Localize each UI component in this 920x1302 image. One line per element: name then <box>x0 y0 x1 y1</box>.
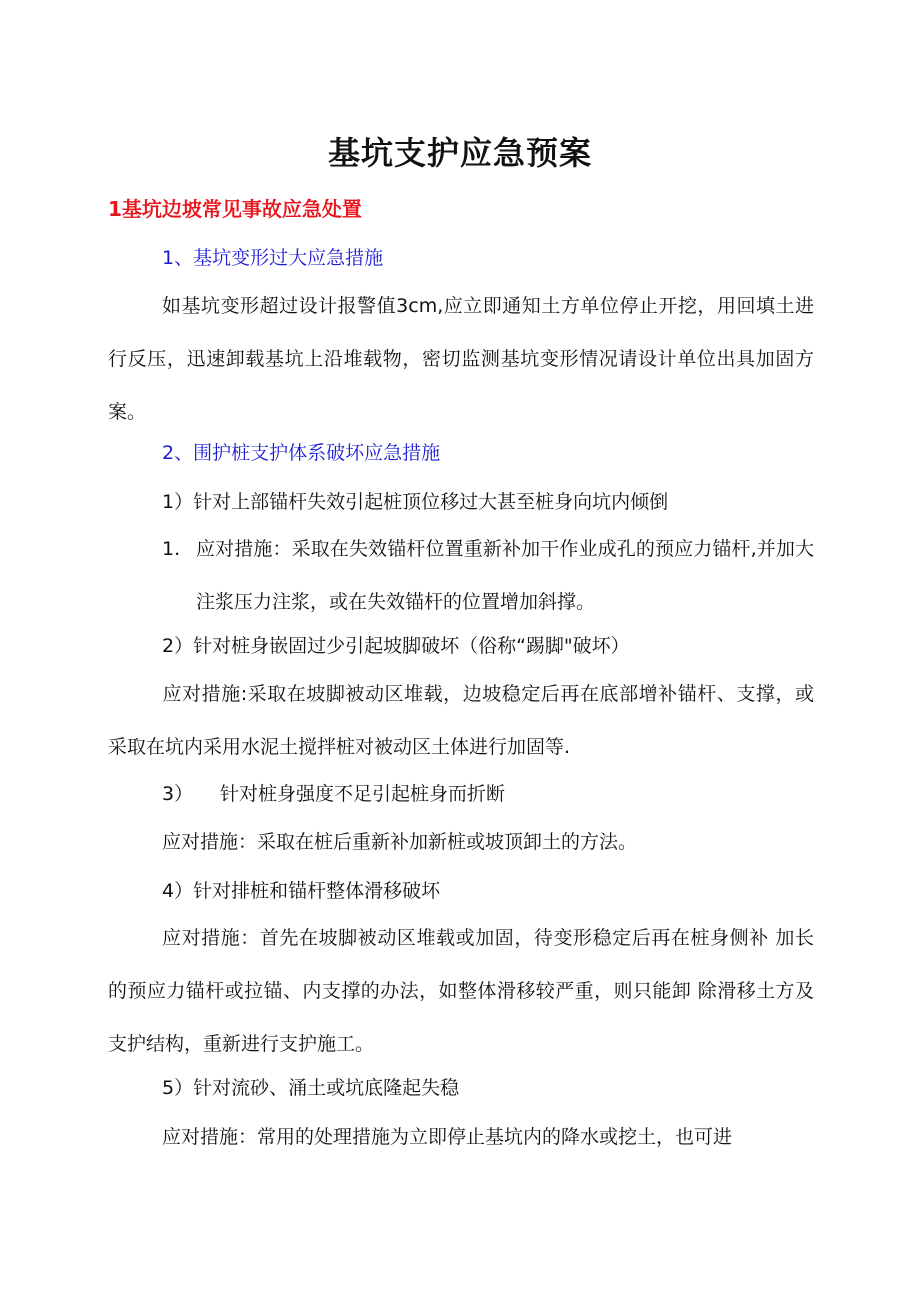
paragraph-deformation-measures: 如基坑变形超过设计报警值3cm,应立即通知土方单位停止开挖，用回填土进行反压，迅速卸载基坑上沿堆载物，密切监测基坑变形情况请设计单位出具加固方案。 <box>108 295 814 423</box>
item-4-sliding: 4）针对排桩和锚杆整体滑移破坏 <box>162 880 441 902</box>
measure-3-text: 应对措施：采取在桩后重新补加新桩或坡顶卸土的方法。 <box>162 831 638 853</box>
measure-2-content: 应对措施:采取在坡脚被动区堆载，边坡稳定后再在底部增补锚杆、支撑，或采取在坑内采用水泥土搅拌桩对被动区土体进行加固等. <box>108 683 814 758</box>
item-2-toe-failure: 2）针对桩身嵌固过少引起坡脚破坏（俗称“踢脚"破坏） <box>162 635 630 657</box>
measure-2-text <box>108 668 814 774</box>
item-1-anchor-failure: 1）针对上部锚杆失效引起桩顶位移过大甚至桩身向坑内倾倒 <box>162 491 669 513</box>
subheading-deformation: 1、基坑变形过大应急措施 <box>162 247 384 269</box>
numbered-measure-1 <box>162 523 814 629</box>
subheading-pile-failure: 2、围护桩支护体系破坏应急措施 <box>162 442 441 464</box>
item-3-text: 针对桩身强度不足引起桩身而折断 <box>220 783 506 805</box>
measure-1-text: 应对措施：采取在失效锚杆位置重新补加干作业成孔的预应力锚杆,并加大注浆压力注浆，或在失效锚杆的位置增加斜撑。 <box>196 538 814 613</box>
item-3-number: 3） <box>162 783 194 805</box>
document-title: 基坑支护应急预案 <box>327 134 592 172</box>
section-heading-1: 1基坑边坡常见事故应急处置 <box>108 197 362 221</box>
list-marker: 1. <box>162 538 181 560</box>
item-5-quicksand: 5）针对流砂、涌土或坑底隆起失稳 <box>162 1077 460 1099</box>
measure-4-text: 应对措施：首先在坡脚被动区堆载或加固，待变形稳定后再在桩身侧补 加长的预应力锚杆或拉锚、内支撑的办法，如整体滑移较严重，则只能卸 除滑移土方及支护结构，重新进行支护施工。 <box>108 927 814 1055</box>
measure-5-text: 应对措施：常用的处理措施为立即停止基坑内的降水或挖土，也可进 <box>162 1126 733 1148</box>
